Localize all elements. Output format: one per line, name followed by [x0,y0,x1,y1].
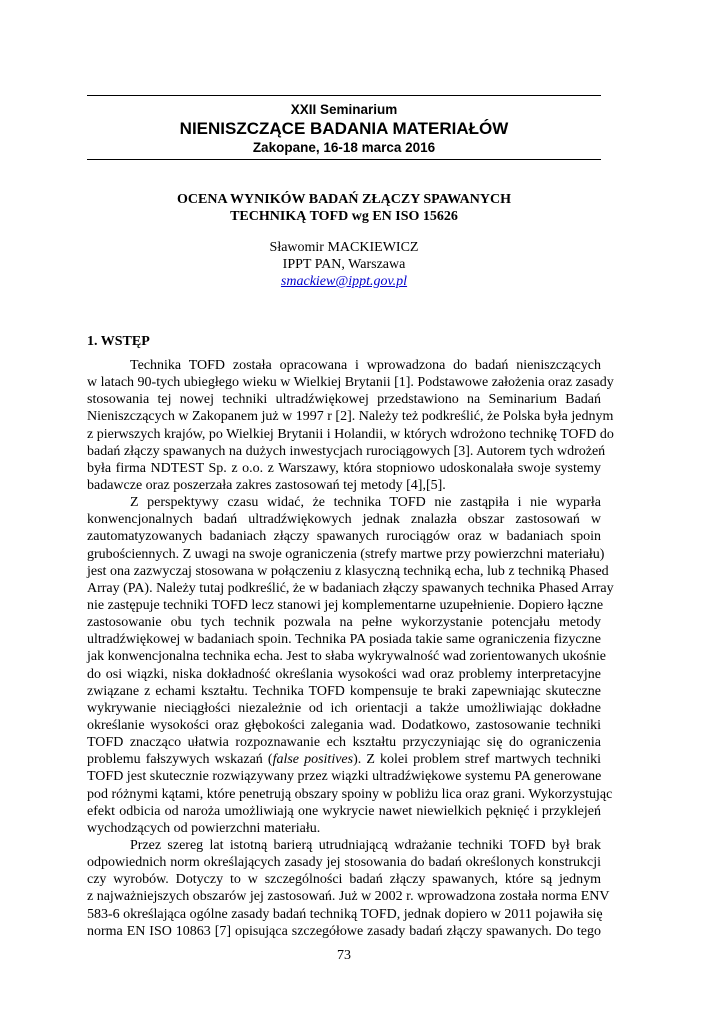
body-line: badań złączy spawanych na dużych inwestycjach rurociągowych [3]. Autorem tych wdrożeń [87,443,606,459]
body-line: norma EN ISO 10863 [7] opisująca szczegółowe zasady badań złączy spawanych. Do tego [87,923,601,939]
body-line: jak konwencjonalna technika echa. Jest to słaba wykrywalność wad zorientowanych ukośnie [87,649,606,665]
seminar-title: NIENISZCZĄCE BADANIA MATERIAŁÓW [179,119,509,138]
body-line: Z perspektywy czasu widać, że technika TOFD nie zastąpiła i nie wyparła [130,495,601,511]
body-line: Array (PA). Należy tutaj podkreślić, że w badaniach złączy spawanych technika Phased Array [87,580,614,596]
author-name: Sławomir MACKIEWICZ [269,240,419,255]
seminar-place-date: Zakopane, 16-18 marca 2016 [252,140,436,155]
author-email-link[interactable]: smackiew@ippt.gov.pl [280,274,408,289]
body-line: wychodzących od powierzchni materiału. [87,820,321,836]
body-line: badawcze oraz poszerzała zakres zastosowań tej metody [4],[5]. [87,477,446,493]
body-line: TOFD jest skutecznie rozwiązywany przez wiązki ultradźwiękowe systemu PA generowane [87,769,602,785]
body-line: konwencjonalnych badań ultradźwiękowych jednak znalazła obszar zastosowań w [87,512,601,528]
paper-title-line-1: OCENA WYNIKÓW BADAŃ ZŁĄCZY SPAWANYCH [177,192,511,207]
author-block [87,239,601,290]
body-line: z pierwszych krajów, po Wielkiej Brytanii i Holandii, w których wdrożono technikę TOFD do [87,426,614,442]
body-line: jest ona zazwyczaj stosowana w połączeniu z klasyczną techniką echa, lub z techniką Phased [87,563,609,579]
body-line: ultradźwiękowej w badaniach spoin. Technika PA posiada takie same ograniczenia fizyczne [87,632,601,648]
body-line: do osi wiązki, niska dokładność określania wysokości wad oraz problemy interpretacyjne [87,666,601,682]
body-line: pod różnymi kątami, które penetrują obszary spoiny w pobliżu lica oraz grani. Wykorzystując [87,786,613,802]
body-line: Przez szereg lat istotną barierą utrudniającą wdrażanie techniki TOFD był brak [130,837,601,853]
section-heading: 1. WSTĘP [87,334,150,349]
body-line: odpowiednich norm określających zasady jej stosowania do badań określonych konstrukcji [87,855,601,871]
body-line: wykrywanie nieciągłości niezależnie od ich orientacji a także umożliwiając dokładne [87,700,601,716]
body-line: Nieniszczących w Zakopanem już w 1997 r [2]. Należy też podkreślić, że Polska była jednym [87,409,614,425]
paper-title-line-2: TECHNIKĄ TOFD wg EN ISO 15626 [230,209,458,224]
body-text [87,357,614,940]
body-line: stosowania tej nowej techniki ultradźwiękowej przedstawiono na Seminarium Badań [87,392,601,408]
seminar-label: XXII Seminarium [290,102,398,117]
paper-title [87,191,601,225]
body-line: 583-6 określająca ogólne zasady badań techniką TOFD, jednak dopiero w 2011 pojawiła się [87,906,603,922]
body-line: nie zastępuje techniki TOFD lecz stanowi jej komplementarne uzupełnienie. Dopiero łączne [87,597,604,613]
body-line-pre: problemu fałszywych wskazań (false positives). Z kolei problem stref martwych techniki [87,752,601,768]
body-line: Technika TOFD została opracowana i wprowadzona do badań nieniszczących [130,358,601,373]
header-top-rule [87,95,601,96]
body-line: efekt odbicia od naroża umożliwiają one wykrycie nawet niewielkich pęknięć i przyklejeń [87,803,601,819]
body-line: w latach 90-tych ubiegłego wieku w Wielkiej Brytanii [1]. Podstawowe założenia oraz zasady [87,375,614,391]
header-bottom-rule [87,159,601,160]
italic-term: false positives [272,752,354,768]
body-line: z najważniejszych obszarów jej zastosowań. Już w 2002 r. wprowadzona została norma ENV [87,889,610,905]
body-line: określanie wysokości oraz głębokości zalegania wad. Dodatkowo, zastosowanie techniki [87,717,601,733]
body-line: TOFD znacząco ułatwia rozpoznawanie ech kształtu przyczyniając się do ograniczenia [87,735,601,751]
body-line: zautomatyzowanych badaniach złączy spawanych rurociągów oraz w badaniach spoin [87,529,601,545]
body-line: czy wyrobów. Dotyczy to w szczególności badań złączy spawanych, które są jednym [87,872,601,888]
body-line: związane z echami kształtu. Technika TOFD kompensuje te braki zapewniając skuteczne [87,683,601,699]
body-line: była firma NDTEST Sp. z o.o. z Warszawy, która stopniowo udoskonalała swoje systemy [87,460,601,476]
body-line: zastosowanie obu tych technik pozwala na pełne wykorzystanie potencjału metody [87,615,601,631]
author-affiliation: IPPT PAN, Warszawa [282,257,406,272]
page-number: 73 [337,948,351,963]
body-line: grubościennych. Z uwagi na swoje ograniczenia (strefy martwe przy powierzchni materiału) [87,546,605,562]
body-line [87,751,601,768]
